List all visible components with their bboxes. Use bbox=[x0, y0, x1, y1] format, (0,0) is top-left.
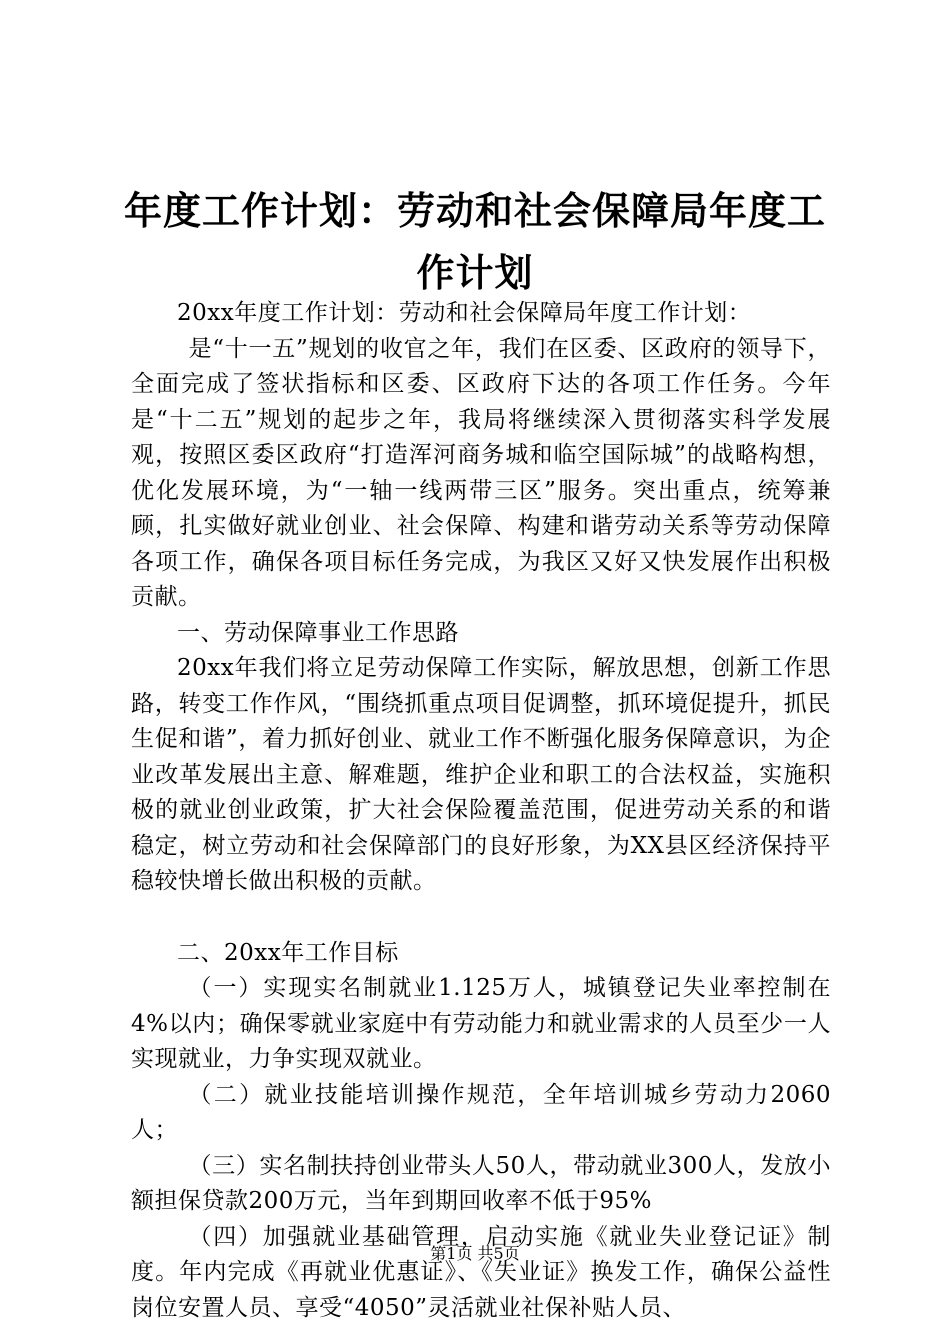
goal-item-2: （二）就业技能培训操作规范，全年培训城乡劳动力2060人； bbox=[131, 1081, 831, 1143]
goal-item-1: （一）实现实名制就业1.125万人，城镇登记失业率控制在4%以内；确保零就业家庭中有劳动能力和就业需求的人员至少一人实现就业，力争实现双就业。 bbox=[131, 975, 831, 1072]
document-title: 年度工作计划：劳动和社会保障局年度工作计划 bbox=[123, 189, 826, 295]
page-number-footer: 第1页 共5页 bbox=[430, 1244, 520, 1263]
document-body bbox=[131, 296, 831, 1326]
goal-item-3: （三）实名制扶持创业带头人50人，带动就业300人，发放小额担保贷款200万元，当年到期回收率不低于95% bbox=[131, 1152, 831, 1214]
paragraph-summary: 是“十一五”规划的收官之年，我们在区委、区政府的领导下，全面完成了签状指标和区委、区政府下达的各项工作任务。今年是“十二五”规划的起步之年，我局将继续深入贯彻落实科学发展观，按照区委区政府“打造浑河商务城和临空国际城”的战略构想，优化发展环境，为“一轴一线两带三区”服务。突出重点，统筹兼顾，扎实做好就业创业、社会保障、构建和谐劳动关系等劳动保障各项工作，确保各项目标任务完成，为我区又好又快发展作出积极贡献。 bbox=[131, 335, 831, 610]
paragraph-work-ideas: 20xx年我们将立足劳动保障工作实际，解放思想，创新工作思路，转变工作作风，“围绕抓重点项目促调整，抓环境促提升，抓民生促和谐”，着力抓好创业、就业工作不断强化服务保障意识，为企业改革发展出主意、解难题，维护企业和职工的合法权益，实施积极的就业创业政策，扩大社会保险覆盖范围，促进劳动关系的和谐稳定，树立劳动和社会保障部门的良好形象，为XX县区经济保持平稳较快增长做出积极的贡献。 bbox=[131, 655, 831, 894]
goal-item-4: （四）加强就业基础管理，启动实施《就业失业登记证》制度。年内完成《再就业优惠证》、《失业证》换发工作，确保公益性岗位安置人员、享受“4050”灵活就业社保补贴人员、 bbox=[131, 1223, 831, 1321]
section-heading-1: 一、劳动保障事业工作思路 bbox=[177, 619, 459, 646]
section-heading-2: 二、20xx年工作目标 bbox=[177, 939, 399, 966]
paragraph-intro: 20xx年度工作计划：劳动和社会保障局年度工作计划： bbox=[177, 300, 752, 326]
